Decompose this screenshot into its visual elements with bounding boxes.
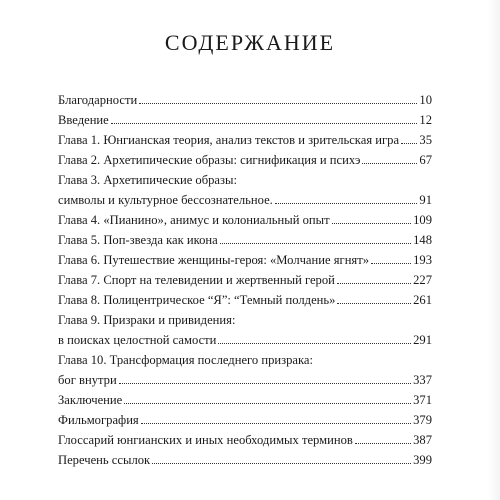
toc-entry-page: 12	[419, 113, 432, 127]
toc-entry-page: 193	[413, 253, 432, 267]
toc-entry-page: 35	[419, 133, 432, 147]
dot-leader	[355, 442, 411, 444]
dot-leader	[218, 342, 411, 344]
dot-leader	[337, 282, 411, 284]
toc-entry-label: Перечень ссылок	[58, 453, 151, 467]
toc-entry-label: символы и культурное бессознательное.	[58, 193, 273, 207]
toc-entry-page: 10	[419, 93, 432, 107]
toc-entry-page: 227	[413, 273, 432, 287]
dot-leader	[362, 162, 417, 164]
toc-entry-label: Фильмография	[58, 413, 139, 427]
toc-entry	[58, 450, 432, 470]
toc-entry-page: 148	[413, 233, 432, 247]
toc-entry-label: Глава 3. Архетипические образы:	[58, 173, 237, 187]
toc-entry	[58, 130, 432, 150]
toc-entry-line1	[58, 350, 432, 370]
page-title: СОДЕРЖАНИЕ	[164, 30, 336, 55]
toc-entry	[58, 270, 432, 290]
dot-leader	[119, 382, 411, 384]
table-of-contents	[58, 90, 432, 470]
toc-entry-page: 67	[419, 153, 432, 167]
toc-entry-label: Глава 6. Путешествие женщины-героя: «Молчание ягнят»	[58, 253, 370, 267]
toc-entry	[58, 410, 432, 430]
toc-entry	[58, 210, 432, 230]
toc-entry-label: Глава 1. Юнгианская теория, анализ текстов и зрительская игра	[58, 133, 400, 147]
toc-entry-page: 91	[419, 193, 432, 207]
dot-leader	[152, 462, 411, 464]
toc-entry-label: Заключение	[58, 393, 123, 407]
dot-leader	[401, 142, 417, 144]
toc-entry-page: 399	[413, 453, 432, 467]
toc-entry-page: 379	[413, 413, 432, 427]
toc-entry-label: Глава 2. Архетипические образы: сигнификация и психэ	[58, 153, 361, 167]
toc-entry-label: Глоссарий юнгианских и иных необходимых терминов	[58, 433, 353, 447]
toc-entry-label: в поисках целостной самости	[58, 333, 217, 347]
toc-entry-label: Глава 5. Поп-звезда как икона	[58, 233, 218, 247]
dot-leader	[124, 402, 411, 404]
toc-entry-page: 387	[413, 433, 432, 447]
toc-entry-label: Глава 9. Призраки и привидения:	[58, 313, 236, 327]
dot-leader	[111, 122, 418, 124]
toc-entry-page: 109	[413, 213, 432, 227]
toc-entry-line1	[58, 170, 432, 190]
toc-entry-page: 261	[413, 293, 432, 307]
toc-entry-label: Глава 7. Спорт на телевидении и жертвенный герой	[58, 273, 335, 287]
toc-entry	[58, 390, 432, 410]
toc-entry-line1	[58, 310, 432, 330]
dot-leader	[337, 302, 411, 304]
toc-entry	[58, 430, 432, 450]
toc-entry	[58, 370, 432, 390]
toc-entry	[58, 290, 432, 310]
toc-entry-page: 291	[413, 333, 432, 347]
toc-entry	[58, 250, 432, 270]
toc-entry-label: Введение	[58, 113, 109, 127]
dot-leader	[332, 222, 412, 224]
dot-leader	[275, 202, 418, 204]
toc-entry	[58, 330, 432, 350]
toc-entry	[58, 110, 432, 130]
toc-entry-page: 337	[413, 373, 432, 387]
toc-entry	[58, 150, 432, 170]
toc-entry	[58, 90, 432, 110]
toc-entry-label: Благодарности	[58, 93, 138, 107]
toc-entry-label: Глава 8. Полицентрическое “Я”: “Темный полдень»	[58, 293, 336, 307]
dot-leader	[141, 422, 411, 424]
toc-entry-label: Глава 10. Трансформация последнего призрака:	[58, 353, 313, 367]
dot-leader	[139, 102, 417, 104]
page-edge-shadow	[488, 0, 500, 500]
toc-entry	[58, 230, 432, 250]
toc-entry	[58, 190, 432, 210]
toc-entry-page: 371	[413, 393, 432, 407]
toc-entry-label: бог внутри	[58, 373, 117, 387]
dot-leader	[220, 242, 411, 244]
dot-leader	[371, 262, 411, 264]
toc-entry-label: Глава 4. «Пианино», анимус и колониальный опыт	[58, 213, 330, 227]
